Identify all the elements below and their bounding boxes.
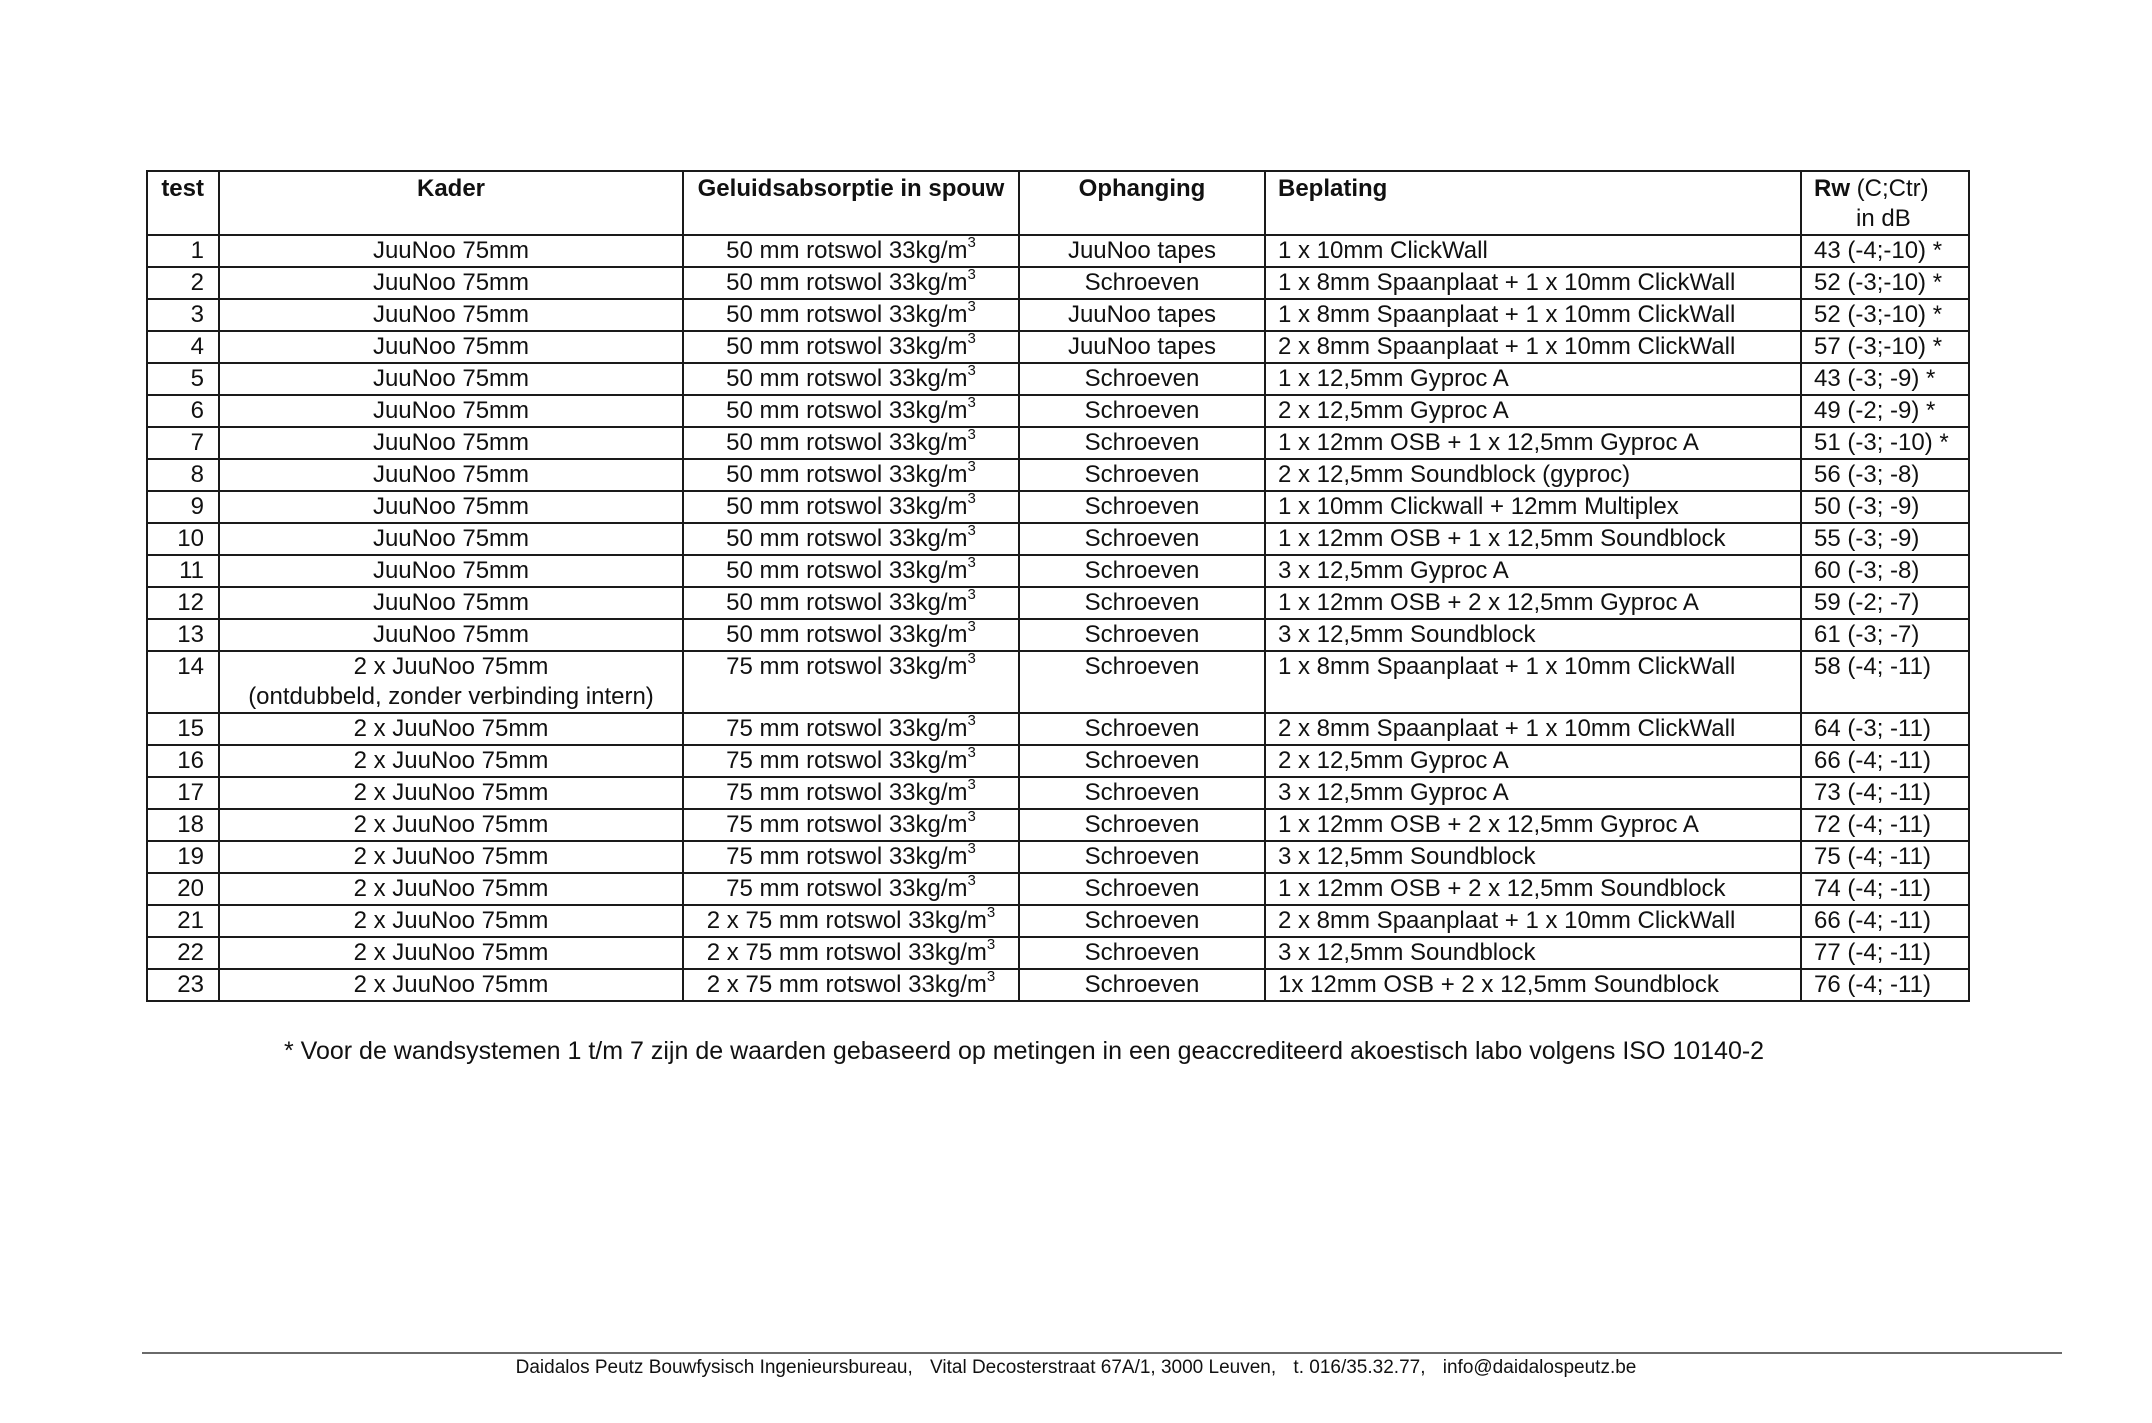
cell-absorptie-exponent: 3 [967, 809, 976, 825]
cell-absorptie [683, 651, 1019, 713]
footnote: * Voor de wandsystemen 1 t/m 7 zijn de waarden gebaseerd op metingen in een geaccrediteerd akoestisch labo volgens ISO 10140-2 [284, 1037, 1765, 1065]
cell-kader-text: 2 x JuuNoo 75mm [353, 653, 549, 680]
cell-absorptie-exponent: 3 [967, 745, 976, 761]
cell-rw: 56 (-3; -8) [1801, 459, 1969, 491]
cell-kader [219, 267, 683, 299]
cell-absorptie [683, 713, 1019, 745]
table-row [147, 523, 1969, 555]
cell-beplating: 1 x 10mm Clickwall + 12mm Multiplex [1265, 491, 1801, 523]
cell-beplating: 3 x 12,5mm Soundblock [1265, 619, 1801, 651]
cell-kader [219, 777, 683, 809]
table-row [147, 395, 1969, 427]
cell-test: 7 [147, 427, 219, 459]
header-ophanging: Ophanging [1019, 171, 1265, 235]
cell-beplating: 1 x 12mm OSB + 1 x 12,5mm Soundblock [1265, 523, 1801, 555]
cell-kader-text: JuuNoo 75mm [372, 461, 530, 488]
cell-kader [219, 873, 683, 905]
cell-kader [219, 523, 683, 555]
cell-absorptie-exponent: 3 [967, 331, 976, 347]
cell-kader [219, 745, 683, 777]
cell-kader-text: 2 x JuuNoo 75mm [353, 907, 549, 934]
cell-absorptie [683, 459, 1019, 491]
cell-rw: 61 (-3; -7) [1801, 619, 1969, 651]
cell-kader [219, 651, 683, 713]
cell-ophanging: Schroeven [1019, 745, 1265, 777]
cell-absorptie-text: 50 mm rotswol 33kg/m [726, 397, 968, 424]
cell-kader-text: JuuNoo 75mm [372, 621, 530, 648]
cell-rw: 52 (-3;-10) * [1801, 267, 1969, 299]
cell-test: 4 [147, 331, 219, 363]
cell-test: 16 [147, 745, 219, 777]
cell-absorptie-exponent: 3 [967, 363, 976, 379]
cell-beplating: 1 x 12,5mm Gyproc A [1265, 363, 1801, 395]
header-rw-label: Rw [1814, 175, 1850, 202]
cell-kader-text: JuuNoo 75mm [372, 493, 530, 520]
cell-rw: 43 (-3; -9) * [1801, 363, 1969, 395]
cell-rw: 74 (-4; -11) [1801, 873, 1969, 905]
cell-rw: 43 (-4;-10) * [1801, 235, 1969, 267]
header-rw-unit: in dB [1856, 205, 1911, 232]
table-row [147, 969, 1969, 1001]
cell-kader-text: 2 x JuuNoo 75mm [353, 747, 549, 774]
cell-absorptie [683, 777, 1019, 809]
table-row [147, 299, 1969, 331]
cell-kader-text: 2 x JuuNoo 75mm [353, 971, 549, 998]
cell-ophanging: JuuNoo tapes [1019, 331, 1265, 363]
table-row [147, 937, 1969, 969]
cell-rw: 55 (-3; -9) [1801, 523, 1969, 555]
cell-absorptie-text: 50 mm rotswol 33kg/m [726, 269, 968, 296]
footer-phone: t. 016/35.32.77, [1293, 1357, 1426, 1378]
cell-ophanging: Schroeven [1019, 651, 1265, 713]
header-kader: Kader [219, 171, 683, 235]
cell-absorptie-exponent: 3 [967, 395, 976, 411]
cell-absorptie-exponent: 3 [986, 969, 996, 985]
cell-kader-text: JuuNoo 75mm [372, 525, 530, 552]
cell-rw: 73 (-4; -11) [1801, 777, 1969, 809]
cell-kader-text: JuuNoo 75mm [372, 269, 530, 296]
cell-absorptie-text: 50 mm rotswol 33kg/m [726, 461, 968, 488]
cell-ophanging: Schroeven [1019, 873, 1265, 905]
cell-kader [219, 841, 683, 873]
cell-absorptie-text: 50 mm rotswol 33kg/m [726, 589, 968, 616]
table-row [147, 491, 1969, 523]
cell-absorptie [683, 937, 1019, 969]
cell-absorptie [683, 395, 1019, 427]
cell-absorptie [683, 299, 1019, 331]
cell-kader-text: 2 x JuuNoo 75mm [353, 939, 549, 966]
cell-ophanging: JuuNoo tapes [1019, 235, 1265, 267]
cell-kader [219, 427, 683, 459]
table-row [147, 555, 1969, 587]
cell-kader [219, 459, 683, 491]
table-row [147, 459, 1969, 491]
table-row [147, 363, 1969, 395]
cell-kader-text: 2 x JuuNoo 75mm [353, 875, 549, 902]
cell-ophanging: Schroeven [1019, 267, 1265, 299]
cell-test: 5 [147, 363, 219, 395]
cell-absorptie-text: 2 x 75 mm rotswol 33kg/m [706, 939, 987, 966]
cell-kader-text: JuuNoo 75mm [372, 301, 530, 328]
cell-rw: 59 (-2; -7) [1801, 587, 1969, 619]
footer-company: Daidalos Peutz Bouwfysisch Ingenieursbureau, [515, 1357, 913, 1378]
cell-absorptie-text: 50 mm rotswol 33kg/m [726, 621, 968, 648]
table-row [147, 235, 1969, 267]
cell-beplating: 3 x 12,5mm Gyproc A [1265, 555, 1801, 587]
cell-ophanging: Schroeven [1019, 491, 1265, 523]
cell-kader [219, 235, 683, 267]
cell-test: 1 [147, 235, 219, 267]
cell-kader [219, 395, 683, 427]
cell-ophanging: Schroeven [1019, 619, 1265, 651]
cell-absorptie-text: 75 mm rotswol 33kg/m [726, 875, 968, 902]
cell-test: 15 [147, 713, 219, 745]
cell-beplating: 2 x 12,5mm Gyproc A [1265, 745, 1801, 777]
cell-kader-text: 2 x JuuNoo 75mm [353, 843, 549, 870]
cell-absorptie-exponent: 3 [967, 523, 976, 539]
table-row [147, 905, 1969, 937]
cell-absorptie-exponent: 3 [967, 459, 976, 475]
cell-absorptie-text: 50 mm rotswol 33kg/m [726, 301, 968, 328]
cell-test: 2 [147, 267, 219, 299]
cell-absorptie-text: 75 mm rotswol 33kg/m [726, 653, 968, 680]
table-header-row [147, 171, 1969, 235]
cell-beplating: 2 x 12,5mm Gyproc A [1265, 395, 1801, 427]
cell-absorptie-exponent: 3 [986, 905, 996, 921]
cell-kader-text: JuuNoo 75mm [372, 589, 530, 616]
results-table [146, 170, 1970, 1002]
cell-rw: 57 (-3;-10) * [1801, 331, 1969, 363]
cell-kader [219, 809, 683, 841]
cell-beplating: 1 x 12mm OSB + 2 x 12,5mm Soundblock [1265, 873, 1801, 905]
cell-kader-text: JuuNoo 75mm [372, 557, 530, 584]
cell-kader-text: JuuNoo 75mm [372, 397, 530, 424]
cell-ophanging: Schroeven [1019, 841, 1265, 873]
cell-absorptie-text: 75 mm rotswol 33kg/m [726, 811, 968, 838]
table-row [147, 651, 1969, 713]
cell-absorptie-text: 75 mm rotswol 33kg/m [726, 779, 968, 806]
cell-absorptie [683, 587, 1019, 619]
cell-absorptie-exponent: 3 [986, 937, 996, 953]
cell-absorptie-exponent: 3 [967, 873, 976, 889]
cell-kader [219, 555, 683, 587]
cell-ophanging: Schroeven [1019, 363, 1265, 395]
cell-beplating: 1 x 12mm OSB + 2 x 12,5mm Gyproc A [1265, 809, 1801, 841]
cell-test: 20 [147, 873, 219, 905]
cell-kader [219, 905, 683, 937]
cell-rw: 76 (-4; -11) [1801, 969, 1969, 1001]
cell-kader [219, 969, 683, 1001]
cell-rw: 50 (-3; -9) [1801, 491, 1969, 523]
cell-rw: 51 (-3; -10) * [1801, 427, 1969, 459]
cell-absorptie [683, 969, 1019, 1001]
cell-beplating: 1 x 10mm ClickWall [1265, 235, 1801, 267]
cell-absorptie-exponent: 3 [967, 267, 976, 283]
cell-rw: 52 (-3;-10) * [1801, 299, 1969, 331]
cell-test: 17 [147, 777, 219, 809]
cell-rw: 66 (-4; -11) [1801, 905, 1969, 937]
cell-absorptie [683, 267, 1019, 299]
cell-absorptie-text: 75 mm rotswol 33kg/m [726, 715, 968, 742]
cell-kader [219, 937, 683, 969]
cell-beplating: 1 x 8mm Spaanplaat + 1 x 10mm ClickWall [1265, 267, 1801, 299]
cell-absorptie-text: 50 mm rotswol 33kg/m [726, 493, 968, 520]
cell-absorptie-exponent: 3 [967, 619, 976, 635]
table-row [147, 619, 1969, 651]
cell-absorptie-text: 50 mm rotswol 33kg/m [726, 429, 968, 456]
cell-absorptie-exponent: 3 [967, 651, 976, 667]
footer-address: Vital Decosterstraat 67A/1, 3000 Leuven, [930, 1357, 1277, 1378]
cell-rw: 66 (-4; -11) [1801, 745, 1969, 777]
cell-ophanging: Schroeven [1019, 459, 1265, 491]
cell-absorptie-exponent: 3 [967, 427, 976, 443]
cell-absorptie [683, 809, 1019, 841]
cell-absorptie [683, 905, 1019, 937]
table-body [147, 235, 1969, 1001]
cell-absorptie [683, 235, 1019, 267]
cell-beplating: 2 x 8mm Spaanplaat + 1 x 10mm ClickWall [1265, 331, 1801, 363]
footer [0, 1355, 2152, 1381]
cell-test: 13 [147, 619, 219, 651]
cell-beplating: 3 x 12,5mm Soundblock [1265, 937, 1801, 969]
cell-kader-text: JuuNoo 75mm [372, 365, 530, 392]
header-rw [1801, 171, 1969, 235]
cell-test: 18 [147, 809, 219, 841]
header-test: test [147, 171, 219, 235]
table-row [147, 745, 1969, 777]
cell-test: 19 [147, 841, 219, 873]
cell-kader-text: JuuNoo 75mm [372, 333, 530, 360]
cell-absorptie [683, 841, 1019, 873]
cell-kader [219, 619, 683, 651]
cell-rw: 49 (-2; -9) * [1801, 395, 1969, 427]
cell-ophanging: Schroeven [1019, 777, 1265, 809]
cell-ophanging: Schroeven [1019, 523, 1265, 555]
table-row [147, 713, 1969, 745]
cell-ophanging: Schroeven [1019, 937, 1265, 969]
footer-divider [142, 1352, 2062, 1354]
cell-rw: 77 (-4; -11) [1801, 937, 1969, 969]
cell-absorptie [683, 555, 1019, 587]
cell-absorptie-exponent: 3 [967, 841, 976, 857]
cell-ophanging: Schroeven [1019, 905, 1265, 937]
table-row [147, 777, 1969, 809]
cell-absorptie-text: 2 x 75 mm rotswol 33kg/m [706, 907, 987, 934]
cell-absorptie-exponent: 3 [967, 777, 976, 793]
cell-test: 9 [147, 491, 219, 523]
cell-absorptie [683, 331, 1019, 363]
cell-test: 6 [147, 395, 219, 427]
cell-ophanging: Schroeven [1019, 969, 1265, 1001]
table-row [147, 427, 1969, 459]
cell-beplating: 1 x 8mm Spaanplaat + 1 x 10mm ClickWall [1265, 651, 1801, 713]
cell-test: 14 [147, 651, 219, 713]
cell-absorptie [683, 873, 1019, 905]
cell-beplating: 1 x 8mm Spaanplaat + 1 x 10mm ClickWall [1265, 299, 1801, 331]
cell-ophanging: Schroeven [1019, 809, 1265, 841]
cell-kader-text: 2 x JuuNoo 75mm [353, 779, 549, 806]
cell-test: 11 [147, 555, 219, 587]
table-row [147, 331, 1969, 363]
cell-kader [219, 363, 683, 395]
cell-absorptie-text: 50 mm rotswol 33kg/m [726, 365, 968, 392]
cell-rw: 72 (-4; -11) [1801, 809, 1969, 841]
cell-test: 23 [147, 969, 219, 1001]
cell-absorptie [683, 745, 1019, 777]
cell-absorptie [683, 363, 1019, 395]
cell-kader [219, 587, 683, 619]
footer-email: info@daidalospeutz.be [1442, 1357, 1637, 1378]
cell-rw: 60 (-3; -8) [1801, 555, 1969, 587]
cell-rw: 58 (-4; -11) [1801, 651, 1969, 713]
cell-beplating: 2 x 8mm Spaanplaat + 1 x 10mm ClickWall [1265, 713, 1801, 745]
cell-kader [219, 713, 683, 745]
cell-absorptie-text: 75 mm rotswol 33kg/m [726, 843, 968, 870]
cell-absorptie-exponent: 3 [967, 713, 976, 729]
table-row [147, 873, 1969, 905]
table-row [147, 267, 1969, 299]
cell-kader [219, 491, 683, 523]
cell-test: 21 [147, 905, 219, 937]
cell-absorptie-exponent: 3 [967, 555, 976, 571]
cell-absorptie-text: 75 mm rotswol 33kg/m [726, 747, 968, 774]
cell-beplating: 1 x 12mm OSB + 2 x 12,5mm Gyproc A [1265, 587, 1801, 619]
cell-ophanging: Schroeven [1019, 713, 1265, 745]
cell-kader-text: JuuNoo 75mm [372, 237, 530, 264]
cell-beplating: 3 x 12,5mm Gyproc A [1265, 777, 1801, 809]
cell-absorptie-exponent: 3 [967, 491, 976, 507]
cell-rw: 75 (-4; -11) [1801, 841, 1969, 873]
cell-beplating: 1 x 12mm OSB + 1 x 12,5mm Gyproc A [1265, 427, 1801, 459]
cell-ophanging: Schroeven [1019, 587, 1265, 619]
cell-beplating: 1x 12mm OSB + 2 x 12,5mm Soundblock [1265, 969, 1801, 1001]
cell-kader-text: JuuNoo 75mm [372, 429, 530, 456]
cell-absorptie-text: 50 mm rotswol 33kg/m [726, 525, 968, 552]
cell-ophanging: Schroeven [1019, 395, 1265, 427]
cell-absorptie-text: 50 mm rotswol 33kg/m [726, 333, 968, 360]
cell-kader-note: (ontdubbeld, zonder verbinding intern) [248, 683, 654, 710]
cell-kader-text: 2 x JuuNoo 75mm [353, 811, 549, 838]
cell-absorptie-text: 2 x 75 mm rotswol 33kg/m [706, 971, 987, 998]
header-rw-index: (C;Ctr) [1850, 175, 1929, 202]
cell-absorptie [683, 523, 1019, 555]
cell-beplating: 2 x 8mm Spaanplaat + 1 x 10mm ClickWall [1265, 905, 1801, 937]
cell-test: 3 [147, 299, 219, 331]
cell-absorptie [683, 427, 1019, 459]
header-absorptie: Geluidsabsorptie in spouw [683, 171, 1019, 235]
cell-kader [219, 299, 683, 331]
cell-ophanging: JuuNoo tapes [1019, 299, 1265, 331]
cell-beplating: 3 x 12,5mm Soundblock [1265, 841, 1801, 873]
cell-kader [219, 331, 683, 363]
cell-test: 10 [147, 523, 219, 555]
cell-test: 22 [147, 937, 219, 969]
cell-ophanging: Schroeven [1019, 427, 1265, 459]
table-row [147, 809, 1969, 841]
cell-absorptie [683, 619, 1019, 651]
cell-absorptie-text: 50 mm rotswol 33kg/m [726, 237, 968, 264]
cell-absorptie-exponent: 3 [967, 587, 976, 603]
cell-ophanging: Schroeven [1019, 555, 1265, 587]
cell-test: 12 [147, 587, 219, 619]
cell-absorptie-exponent: 3 [967, 299, 976, 315]
header-beplating: Beplating [1265, 171, 1801, 235]
cell-beplating: 2 x 12,5mm Soundblock (gyproc) [1265, 459, 1801, 491]
table-row [147, 587, 1969, 619]
table-row [147, 841, 1969, 873]
cell-absorptie [683, 491, 1019, 523]
cell-rw: 64 (-3; -11) [1801, 713, 1969, 745]
cell-test: 8 [147, 459, 219, 491]
cell-kader-text: 2 x JuuNoo 75mm [353, 715, 549, 742]
cell-absorptie-text: 50 mm rotswol 33kg/m [726, 557, 968, 584]
cell-absorptie-exponent: 3 [967, 235, 976, 251]
